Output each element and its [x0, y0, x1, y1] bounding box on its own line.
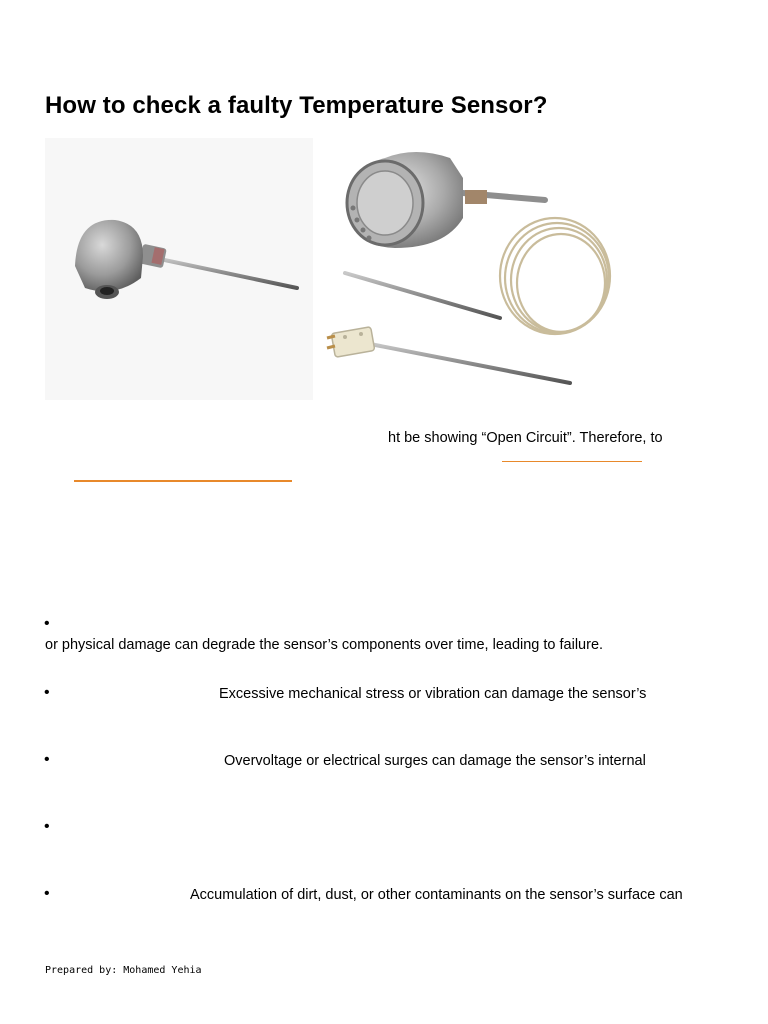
list-item-text: Excessive mechanical stress or vibration can damage the sensor’s	[219, 686, 647, 702]
bullet-marker: •	[44, 684, 50, 701]
bullet-marker: •	[44, 818, 50, 835]
list-item-text: Overvoltage or electrical surges can damage the sensor’s internal	[224, 753, 646, 769]
bullet-marker: •	[44, 885, 50, 902]
list-item-text: or physical damage can degrade the sensor’s components over time, leading to failure.	[45, 637, 604, 653]
prepared-by-footer: Prepared by: Mohamed Yehia	[45, 965, 202, 976]
bullet-marker: •	[44, 615, 50, 632]
link-underline[interactable]	[74, 480, 292, 482]
paragraph-line-fragment: ht be showing “Open Circuit”. Therefore, to	[388, 430, 663, 446]
link-underline[interactable]	[502, 461, 642, 462]
document-title: How to check a faulty Temperature Sensor?	[45, 92, 548, 119]
bullet-marker: •	[44, 751, 50, 768]
temperature-sensor-photos	[45, 138, 635, 403]
list-item-text: Accumulation of dirt, dust, or other contaminants on the sensor’s surface can	[190, 887, 683, 903]
